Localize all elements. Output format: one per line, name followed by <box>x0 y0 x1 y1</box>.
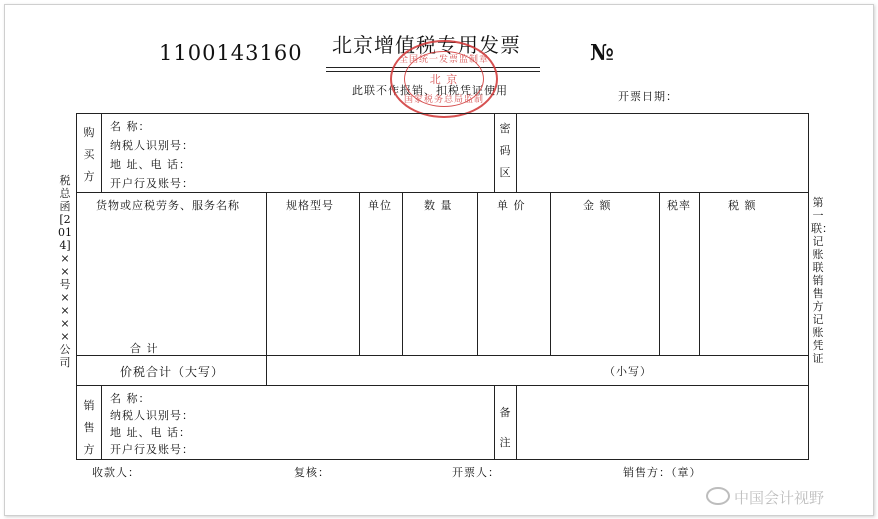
seal-line-3: 国家税务总局监制 <box>403 95 484 105</box>
seller-address-label: 地 址、电 话： <box>110 426 191 439</box>
seller-side-label: 销售方 <box>83 399 95 456</box>
seller-stamp-label: 销售方：（章） <box>623 466 702 479</box>
col-goods-name: 货物或应税劳务、服务名称 <box>96 199 240 212</box>
left-margin-printer-note: 税总函[2014]××号××××公司 <box>58 174 72 369</box>
col-unit: 单位 <box>368 199 392 212</box>
reviewer-label: 复核： <box>294 466 330 479</box>
col-tax-amount: 税 额 <box>728 199 757 212</box>
buyer-address-label: 地 址、电 话： <box>110 158 191 171</box>
issue-date-label: 开票日期： <box>618 90 678 103</box>
seller-name-label: 名 称： <box>110 392 151 405</box>
seal-line-2: 北 京 <box>429 73 459 86</box>
buyer-taxid-label: 纳税人识别号： <box>110 139 194 152</box>
drawer-label: 开票人： <box>452 466 500 479</box>
seller-bank-label: 开户行及账号： <box>110 443 194 456</box>
weibo-icon <box>706 487 730 505</box>
invoice-number: 1100143160 <box>159 41 303 65</box>
source-watermark <box>706 487 824 508</box>
col-quantity: 数 量 <box>424 199 453 212</box>
buyer-side-label: 购买方 <box>83 126 95 183</box>
col-tax-rate: 税率 <box>667 199 691 212</box>
seal-line-1: 全国统一发票监制章 <box>398 55 489 65</box>
col-amount: 金 额 <box>583 199 612 212</box>
buyer-name-label: 名 称： <box>110 120 151 133</box>
right-margin-copy-note: 第一联：记账联 销售方记账凭证 <box>811 196 833 365</box>
payee-label: 收款人： <box>92 466 140 479</box>
cipher-area-label: 密码区 <box>499 122 511 179</box>
invoice-title: 北京增值税专用发票 <box>332 33 521 57</box>
total-in-words-label: 价税合计（大写） <box>120 365 225 379</box>
copy-usage-note: 此联不作报销、扣税凭证使用 <box>352 84 508 97</box>
remark-label: 备注 <box>499 406 511 449</box>
col-unit-price: 单 价 <box>497 199 526 212</box>
number-sign: № <box>590 40 614 66</box>
buyer-bank-label: 开户行及账号： <box>110 177 194 190</box>
total-in-figures-label: （小写） <box>604 365 652 378</box>
watermark-text: 中国会计视野 <box>734 489 825 507</box>
col-spec: 规格型号 <box>286 199 334 212</box>
total-row-label: 合 计 <box>130 342 159 355</box>
seller-taxid-label: 纳税人识别号： <box>110 409 194 422</box>
